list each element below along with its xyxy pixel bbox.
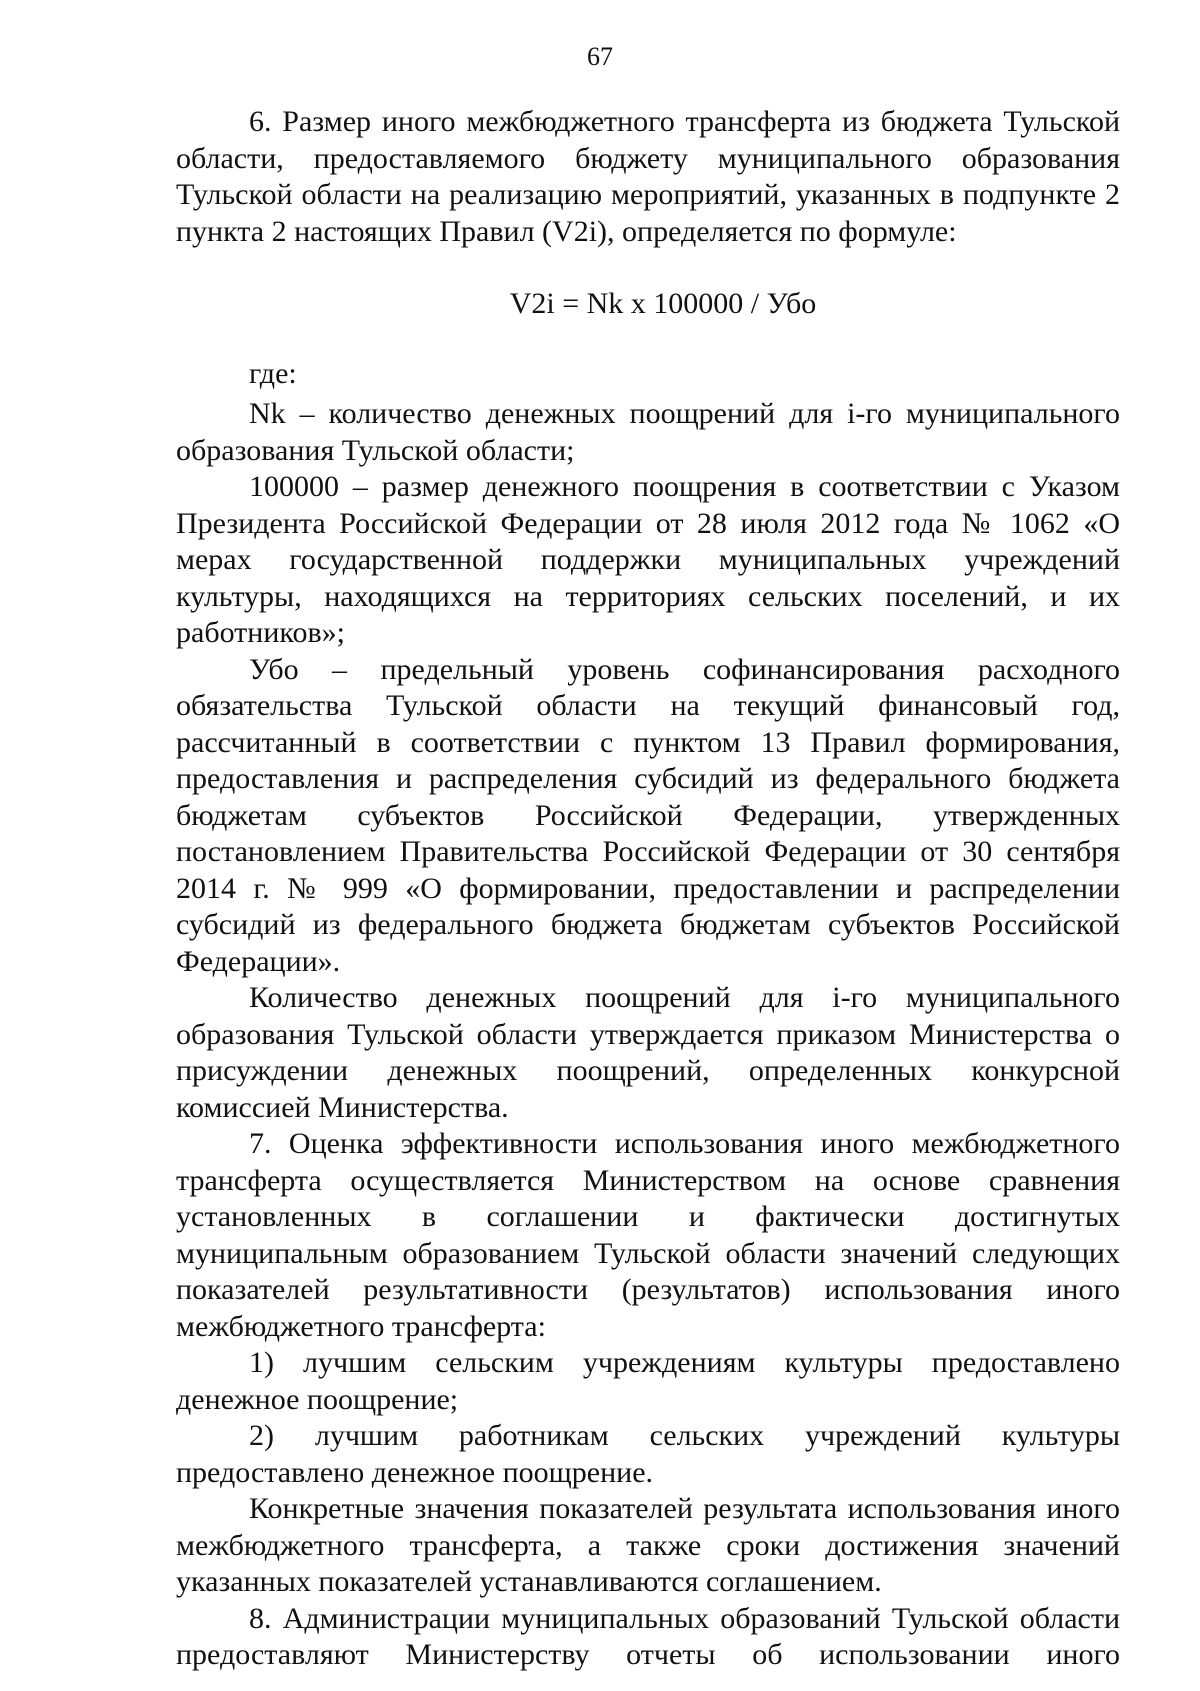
formula: V2i = Nk x 100000 / Убо — [509, 287, 817, 320]
paragraph-specific-values: Конкретные значения показателей результата использования иного межбюджетного трансферта, а также сроки достижения значений указанных показателей устанавливаются соглашением. — [176, 1492, 1120, 1598]
paragraph-count-approval: Количество денежных поощрений для i-го муниципального образования Тульской области утверждается приказом Министерства о присуждении денежных поощрений, определенных конкурсной комиссией Министерства. — [176, 981, 1120, 1124]
document-body — [176, 104, 1120, 1674]
list-item-2: 2) лучшим работникам сельских учреждений культуры предоставлено денежное поощрение. — [176, 1419, 1120, 1489]
page-number: 67 — [587, 42, 613, 71]
paragraph-6-intro: 6. Размер иного межбюджетного трансферта из бюджета Тульской области, предоставляемого бюджету муниципального образования Тульской области на реализацию мероприятий, указанных в подпункте 2 пункта 2 настоящих Правил (V2i), определяется по формуле: — [176, 105, 1120, 248]
paragraph-7-intro: 7. Оценка эффективности использования иного межбюджетного трансферта осуществляется Министерством на основе сравнения установленных в соглашении и фактически достигнутых муниципальным образованием Тульской области значений следующих показателей результативности (результатов) использования иного межбюджетного трансферта: — [176, 1127, 1120, 1343]
definition-ubo: Убо – предельный уровень софинансирования расходного обязательства Тульской области на текущий финансовый год, рассчитанный в соответствии с пунктом 13 Правил формирования, предоставления и распределения субсидий из федерального бюджета бюджетам субъектов Российской Федерации, утвержденных постановлением Правительства Российской Федерации от 30 сентября 2014 г. № 999 «О формировании, предоставлении и распределении субсидий из федерального бюджета бюджетам субъектов Российской Федерации». — [176, 652, 1120, 978]
list-item-1: 1) лучшим сельским учреждениям культуры предоставлено денежное поощрение; — [176, 1346, 1120, 1416]
definition-100000: 100000 – размер денежного поощрения в соответствии с Указом Президента Российской Федерации от 28 июля 2012 года № 1062 «О мерах государственной поддержки муниципальных учреждений культуры, находящихся на территориях сельских поселений, и их работников»; — [176, 470, 1120, 649]
paragraph-8-intro: 8. Администрации муниципальных образований Тульской области предоставляют Министерству отчеты об использовании иного — [176, 1601, 1120, 1671]
where-label: где: — [249, 356, 297, 390]
definition-nk: Nk – количество денежных поощрений для i-го муниципального образования Тульской области; — [176, 397, 1120, 467]
